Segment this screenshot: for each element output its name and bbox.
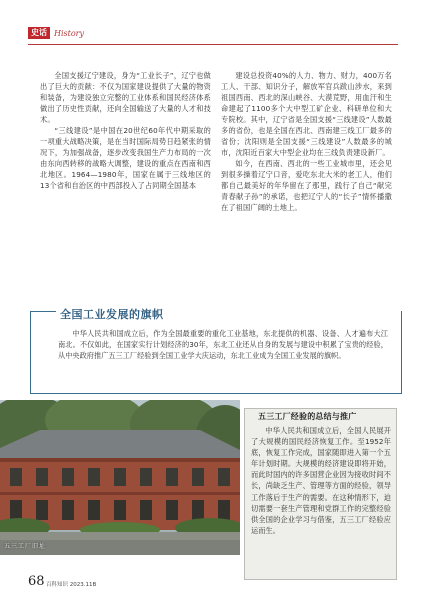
- header-rule: [28, 44, 398, 45]
- article-paragraph: 全国支援辽宁建设，身为“工业长子”，辽宁也做出了巨大的贡献：不仅为国家建设提供了大量的物资和装备，为建设独立完整的工业体系和国民经济体系做出了历史性贡献，还向全国输送了大量的人才和技术。: [40, 71, 211, 124]
- sidebar-body: [251, 425, 391, 536]
- section-paragraph: 中华人民共和国成立后，作为全国最重要的重化工业基地，东北提供的机器、设备、人才遍布大江南北。不仅如此，在国家实行计划经济的30年，东北工业还从自身的发展与建设中积累了宝贵的经验，从中央政府推广五三工厂经验到全国工业学大庆运动，东北工业成为全国工业发展的旗帜。: [58, 329, 388, 360]
- factory-building-image: [0, 400, 240, 555]
- article-paragraph: 建设总投资40%的人力、物力、财力，400万名工人、干部、知识分子，解放军官兵跋山涉水，来到祖国西南、西北的深山峡谷、大漠荒野，用血汗和生命建起了1100多个大中型工矿企业、科研单位和大专院校。其中，辽宁省是全国支援“三线建设”人数最多的省份，也是全国在西北、西南建三线工厂最多的省份；沈阳则是全国支援“三线建设”人数最多的城市，沈阳近百家大中型企业均在三线负责建设新厂。: [221, 71, 392, 157]
- photo-caption: 五三工厂旧址: [4, 543, 47, 550]
- factory-photo: [0, 400, 240, 555]
- page-number: 68: [28, 574, 45, 589]
- section-frame-top-rule: [30, 311, 56, 312]
- sidebar-title: 五三工厂经验的总结与推广: [258, 412, 357, 421]
- section-title-wrap: [56, 303, 168, 322]
- section-english-label: History: [54, 28, 85, 38]
- article-paragraph: 如今，在西南、西北的一些工业城市里，还会见到很多操着辽宁口音，爱吃东北大米的老工人，他们都自己最美好的年华留在了那里，践行了自己“献完青春献子孙”的承诺，也把辽宁人的“长子”情怀播撒在了祖国广阔的土地上。: [221, 159, 392, 212]
- sidebar-paragraph: 中华人民共和国成立后，全国人民展开了大规模的国民经济恢复工作。至1952年底，恢复工作完成，国家随即进入第一个五年计划时期。大规模的经济建设即将开始，而此时国内的许多国营企业因为接收时间不长，尚缺乏生产、管理等方面的经验，领导工作落后于生产的需要。在这种情形下，迫切需要一套生产管理和党群工作的完整经验供全国的企业学习与借鉴，五三工厂经验应运而生。: [251, 426, 391, 535]
- section-title: 全国工业发展的旗帜: [60, 308, 164, 321]
- section-body: [58, 328, 388, 361]
- article-columns: [40, 70, 392, 213]
- section-tag: 史话: [28, 27, 50, 39]
- article-column-right: [221, 70, 392, 213]
- section-header: [28, 26, 84, 40]
- article-column-left: [40, 70, 211, 213]
- publication-info: 百科知识 2023.11B: [46, 582, 97, 588]
- article-paragraph: “三线建设”是中国在20世纪60年代中期采取的一项重大战略决策，是在当时国际局势日趋紧张的情况下，为加强战备，逐步改变我国生产力布局的一次由东向西转移的战略大调整，建设的重点在西南和西北地区。1964—1980年，国家在属于三线地区的13个省和自治区的中西部投入了占同期全国基本: [40, 126, 211, 190]
